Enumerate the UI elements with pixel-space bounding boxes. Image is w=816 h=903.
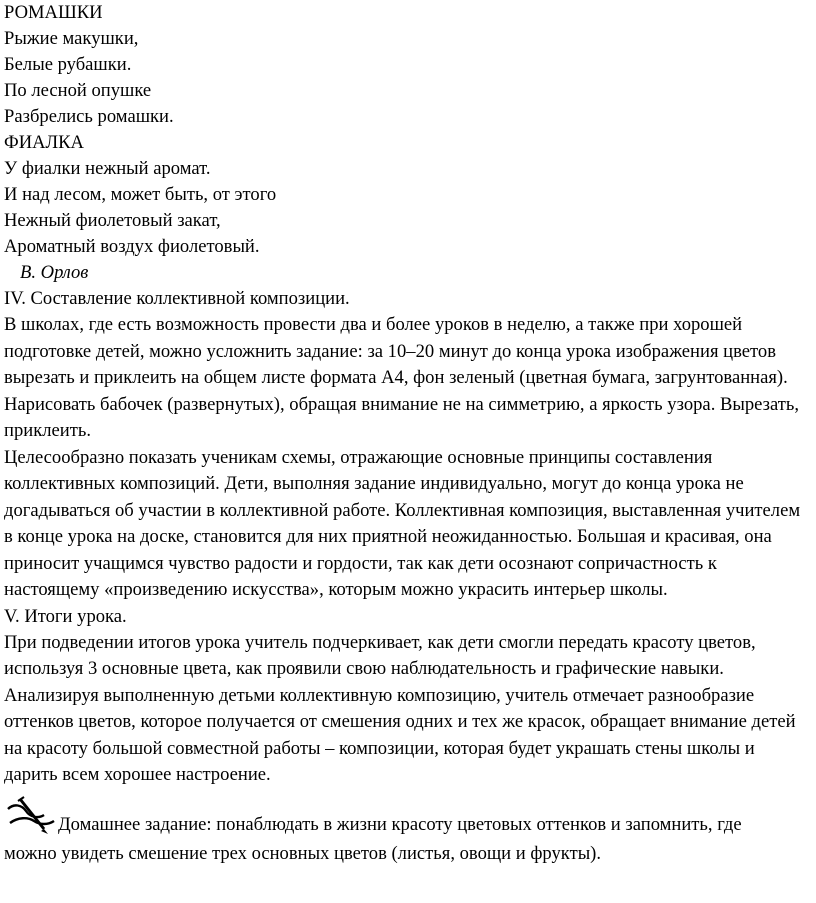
section-heading-iv: IV. Составление коллективной композиции. [4, 288, 350, 309]
section-iv-paragraph-2: Целесообразно показать ученикам схемы, отражающие основные принципы составления коллективных композиций. Дети, выполняя задание индивидуально, могут до конца урока не догадываться об участии в коллективной работе. Коллективная композиция, выставленная учителем в конце урока на доске, становится для них приятной неожиданностью. Большая и красивая, она приносит учащимся чувство радости и гордости, так как дети осознают сопричастность к настоящему «произведению искусства», которым можно украсить интерьер школы. [4, 446, 801, 600]
poem-author: В. Орлов [20, 262, 89, 283]
poem-line: Нежный фиолетовый закат, [4, 210, 221, 231]
poem-line: По лесной опушке [4, 80, 152, 101]
pen-writing-icon [4, 795, 58, 835]
section-v-paragraph-1: При подведении итогов урока учитель подчеркивает, как дети смогли передать красоту цветов, используя 3 основные цвета, как проявили свою наблюдательность и графические навыки. Анализируя выполненную детьми коллективную композицию, учитель отмечает разнообразие оттенков цветов, которое получается от смешения одних и тех же красок, обращает внимание детей на красоту большой совместной работы – композиции, которая будет украшать стены школы и дарить всем хорошее настроение. [4, 631, 796, 785]
homework-block [4, 809, 810, 867]
poem-line: И над лесом, может быть, от этого [4, 184, 277, 205]
homework-line-2: можно увидеть смешение трех основных цветов (листья, овощи и фрукты). [4, 842, 602, 864]
section-heading-v: V. Итоги урока. [4, 605, 127, 627]
poem-title-fialka: ФИАЛКА [4, 132, 84, 153]
poem-line: Белые рубашки. [4, 54, 132, 75]
poem-title-romashki: РОМАШКИ [4, 2, 103, 23]
document-page [4, 0, 810, 867]
poem-line: Рыжие макушки, [4, 28, 139, 49]
homework-line-1: Домашнее задание: понаблюдать в жизни красоту цветовых оттенков и запомнить, где [58, 813, 742, 835]
poem-line: Ароматный воздух фиолетовый. [4, 236, 260, 257]
section-iv-paragraph-1: В школах, где есть возможность провести два и более уроков в неделю, а также при хорошей подготовке детей, можно усложнить задание: за 10–20 минут до конца урока изображения цветов вырезать и приклеить на общем листе формата А4, фон зеленый (цветная бумага, загрунтованная). Нарисовать бабочек (развернутых), обращая внимание не на симметрию, а яркость узора. Вырезать, приклеить. [4, 314, 800, 441]
poem-line: Разбрелись ромашки. [4, 106, 174, 127]
poem-line: У фиалки нежный аромат. [4, 158, 211, 179]
